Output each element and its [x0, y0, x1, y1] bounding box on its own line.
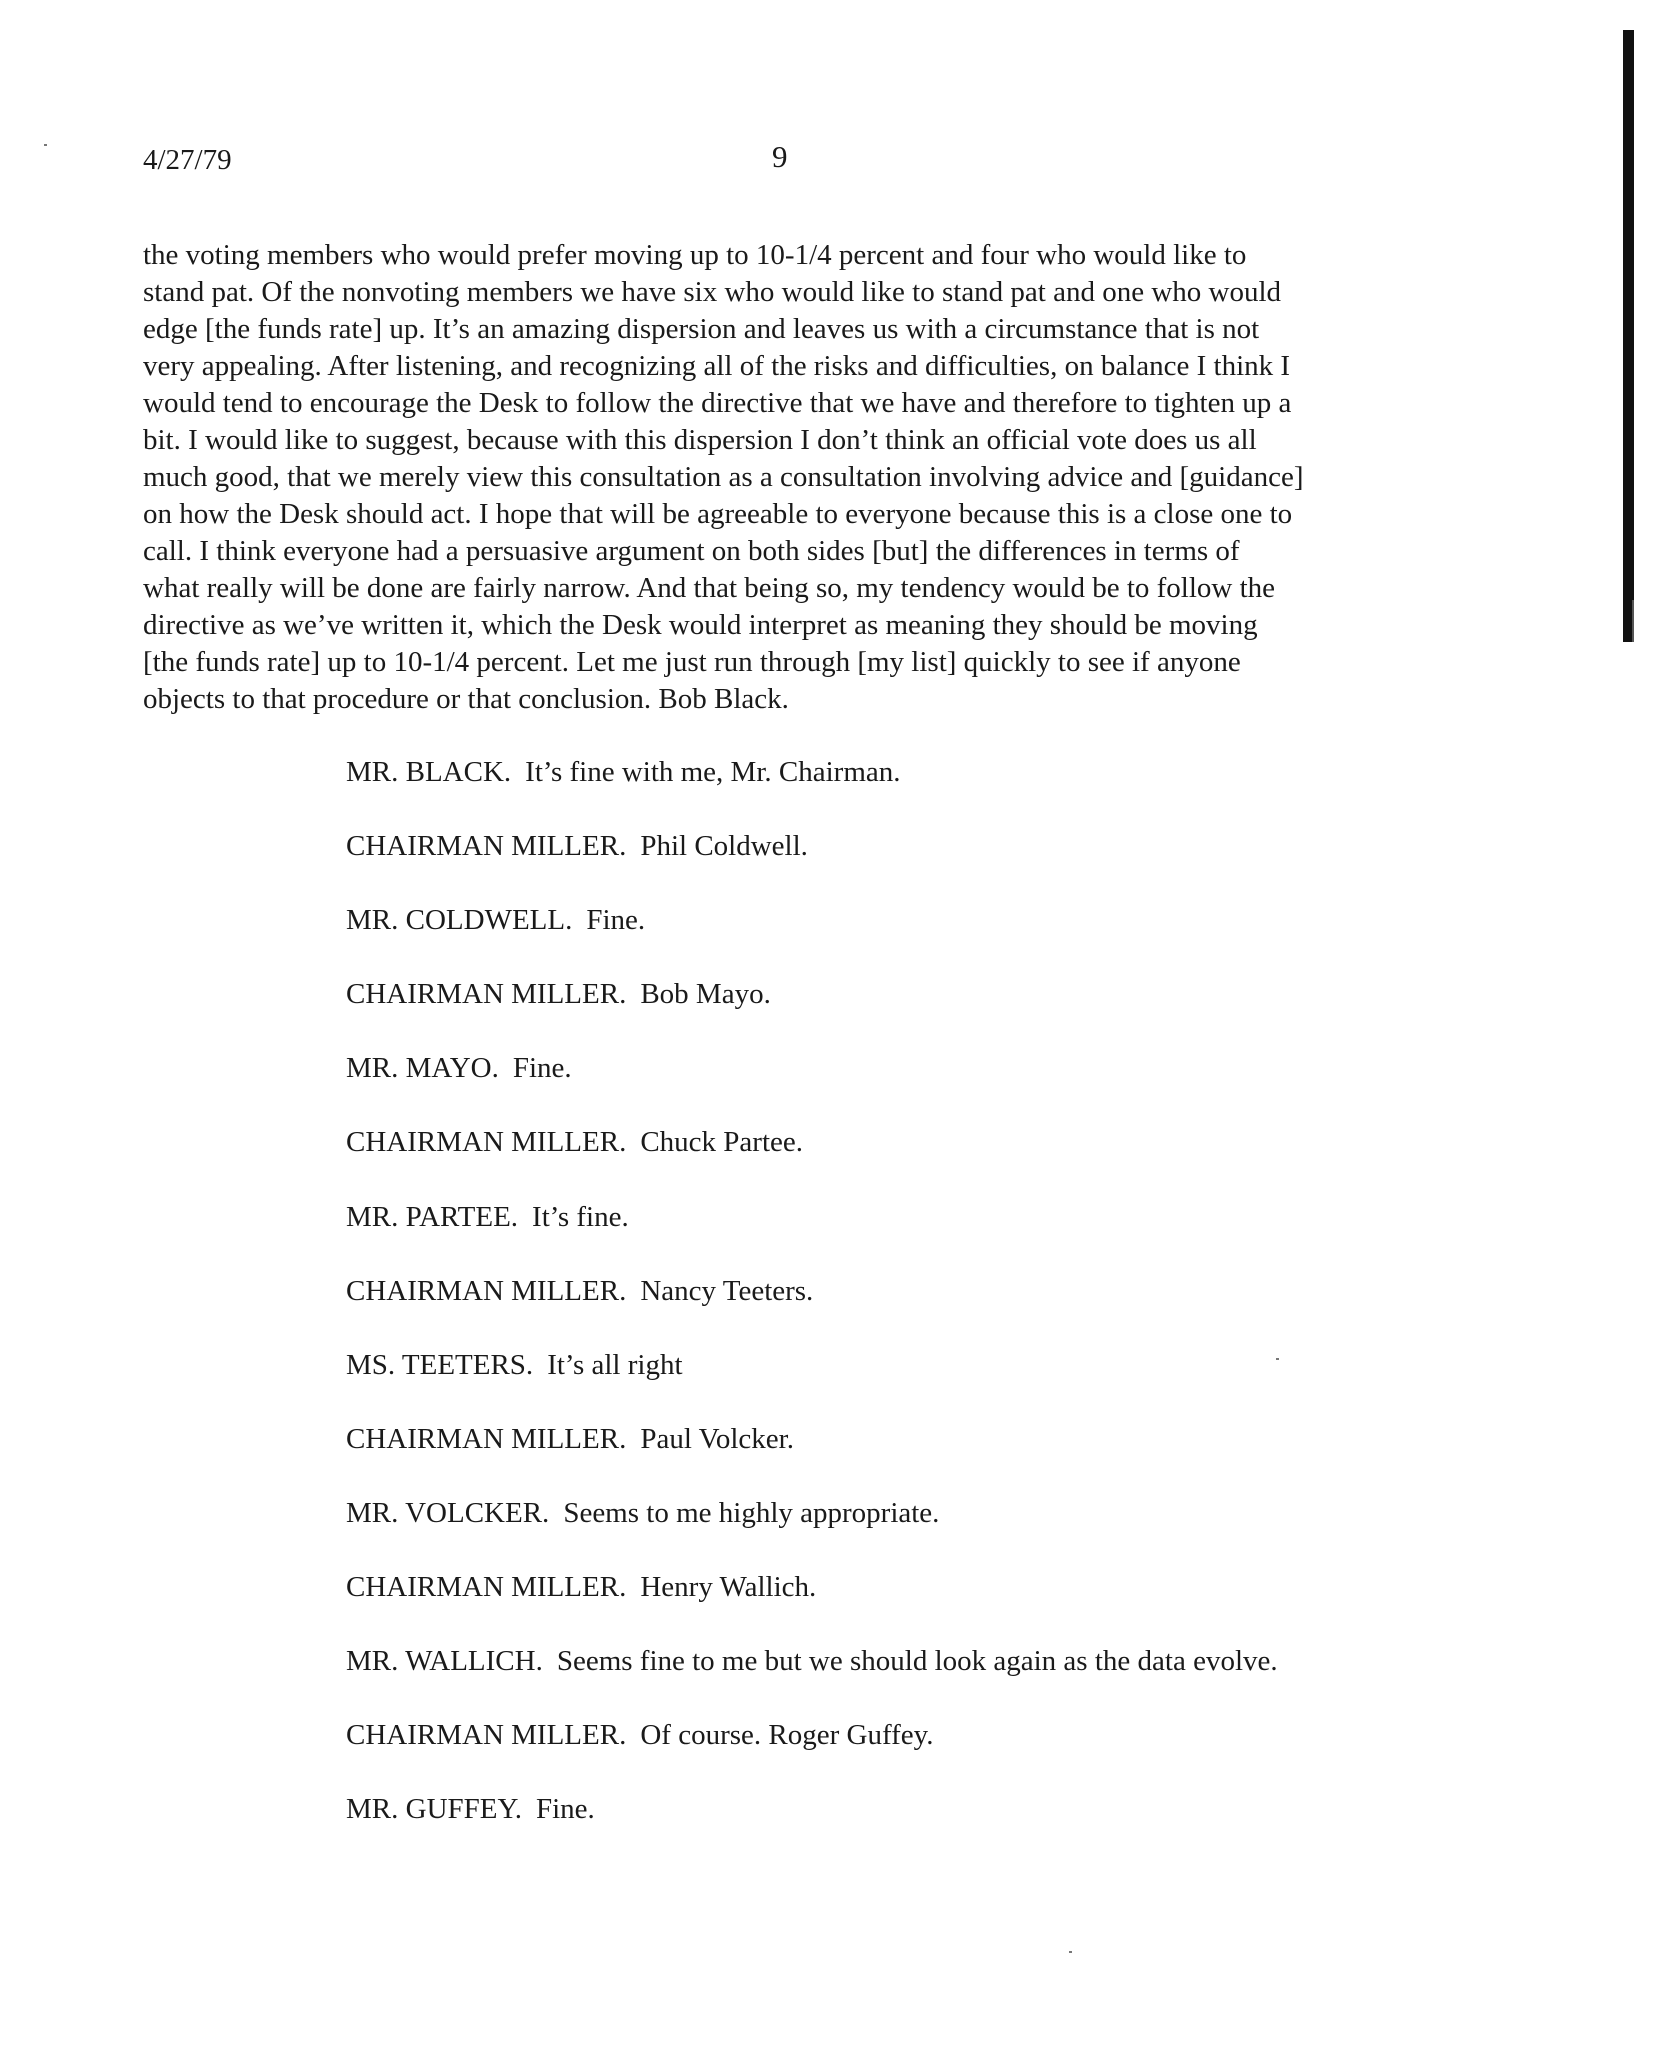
- speaker-name: CHAIRMAN MILLER.: [346, 1571, 627, 1604]
- speaker-remark: It’s all right: [547, 1348, 683, 1381]
- speaker-name: MR. WALLICH.: [346, 1645, 543, 1678]
- paragraph-line: directive as we’ve written it, which the Desk would interpret as meaning they should be moving: [143, 609, 1258, 641]
- speaker-remark: Seems fine to me but we should look again as the data evolve.: [556, 1645, 1278, 1678]
- speaker-name: MR. VOLCKER.: [346, 1496, 550, 1529]
- margin-change-bar-tail: [1632, 600, 1634, 642]
- paragraph-line: on how the Desk should act. I hope that will be agreeable to everyone because this is a close one to: [143, 498, 1293, 530]
- scan-speck: [1069, 1951, 1072, 1953]
- page-date: 4/27/79: [143, 144, 232, 176]
- dialogue-entry: [346, 1643, 1466, 1717]
- speaker-name: MR. PARTEE.: [346, 1200, 519, 1233]
- paragraph-line: what really will be done are fairly narrow. And that being so, my tendency would be to follow the: [143, 572, 1276, 604]
- dialogue-entry: [346, 1050, 1466, 1124]
- paragraph-line: very appealing. After listening, and recognizing all of the risks and difficulties, on balance I think I: [143, 350, 1291, 382]
- speaker-remark: Fine.: [512, 1052, 572, 1085]
- dialogue-entry: [346, 1791, 1466, 1865]
- speaker-remark: Fine.: [586, 904, 646, 937]
- speaker-remark: Paul Volcker.: [640, 1422, 794, 1455]
- page-number: 9: [772, 139, 788, 174]
- dialogue-entry: [346, 1495, 1466, 1569]
- speaker-remark: It’s fine.: [532, 1200, 629, 1233]
- paragraph-line: would tend to encourage the Desk to follow the directive that we have and therefore to tighten up a: [143, 387, 1292, 419]
- dialogue-entry: [346, 902, 1466, 976]
- paragraph-line: edge [the funds rate] up. It’s an amazing dispersion and leaves us with a circumstance that is not: [143, 313, 1260, 345]
- scan-speck: [44, 144, 47, 146]
- dialogue-entry: [346, 1717, 1466, 1791]
- speaker-remark: Seems to me highly appropriate.: [563, 1496, 940, 1529]
- paragraph-line: [the funds rate] up to 10-1/4 percent. Let me just run through [my list] quickly to see if anyone: [143, 646, 1241, 678]
- speaker-remark: Fine.: [535, 1793, 595, 1826]
- speaker-name: MR. COLDWELL.: [346, 904, 573, 937]
- dialogue-entry: [346, 1421, 1466, 1495]
- dialogue-entry: [346, 754, 1466, 828]
- dialogue-list: [346, 754, 1466, 1865]
- paragraph-line: the voting members who would prefer moving up to 10-1/4 percent and four who would like to: [143, 239, 1247, 271]
- speaker-name: CHAIRMAN MILLER.: [346, 1126, 627, 1159]
- paragraph-line: call. I think everyone had a persuasive argument on both sides [but] the differences in terms of: [143, 535, 1240, 567]
- speaker-name: MS. TEETERS.: [346, 1348, 534, 1381]
- body-paragraph: [143, 237, 1433, 718]
- dialogue-entry: [346, 1124, 1466, 1198]
- speaker-name: CHAIRMAN MILLER.: [346, 978, 627, 1011]
- speaker-remark: Bob Mayo.: [640, 978, 771, 1011]
- speaker-remark: Phil Coldwell.: [640, 830, 808, 863]
- speaker-remark: Of course. Roger Guffey.: [640, 1719, 934, 1752]
- dialogue-entry: [346, 1569, 1466, 1643]
- paragraph-line: bit. I would like to suggest, because with this dispersion I don’t think an official vote does us all: [143, 424, 1257, 456]
- dialogue-entry: [346, 1199, 1466, 1273]
- speaker-name: CHAIRMAN MILLER.: [346, 1422, 627, 1455]
- dialogue-entry: [346, 1273, 1466, 1347]
- dialogue-entry: [346, 828, 1466, 902]
- speaker-remark: Nancy Teeters.: [640, 1274, 814, 1307]
- speaker-name: MR. BLACK.: [346, 756, 512, 788]
- paragraph-line: much good, that we merely view this consultation as a consultation involving advice and [guidance]: [143, 461, 1304, 493]
- speaker-remark: It’s fine with me, Mr. Chairman.: [525, 756, 901, 788]
- margin-change-bar: [1623, 30, 1634, 642]
- dialogue-entry: [346, 1347, 1466, 1421]
- paragraph-line: objects to that procedure or that conclusion. Bob Black.: [143, 683, 789, 715]
- speaker-name: MR. GUFFEY.: [346, 1793, 522, 1826]
- speaker-name: CHAIRMAN MILLER.: [346, 1274, 627, 1307]
- speaker-name: CHAIRMAN MILLER.: [346, 1719, 627, 1752]
- speaker-remark: Henry Wallich.: [640, 1571, 817, 1604]
- speaker-name: CHAIRMAN MILLER.: [346, 830, 627, 863]
- dialogue-entry: [346, 976, 1466, 1050]
- speaker-name: MR. MAYO.: [346, 1052, 499, 1085]
- speaker-remark: Chuck Partee.: [640, 1126, 804, 1159]
- paragraph-line: stand pat. Of the nonvoting members we have six who would like to stand pat and one who would: [143, 276, 1282, 308]
